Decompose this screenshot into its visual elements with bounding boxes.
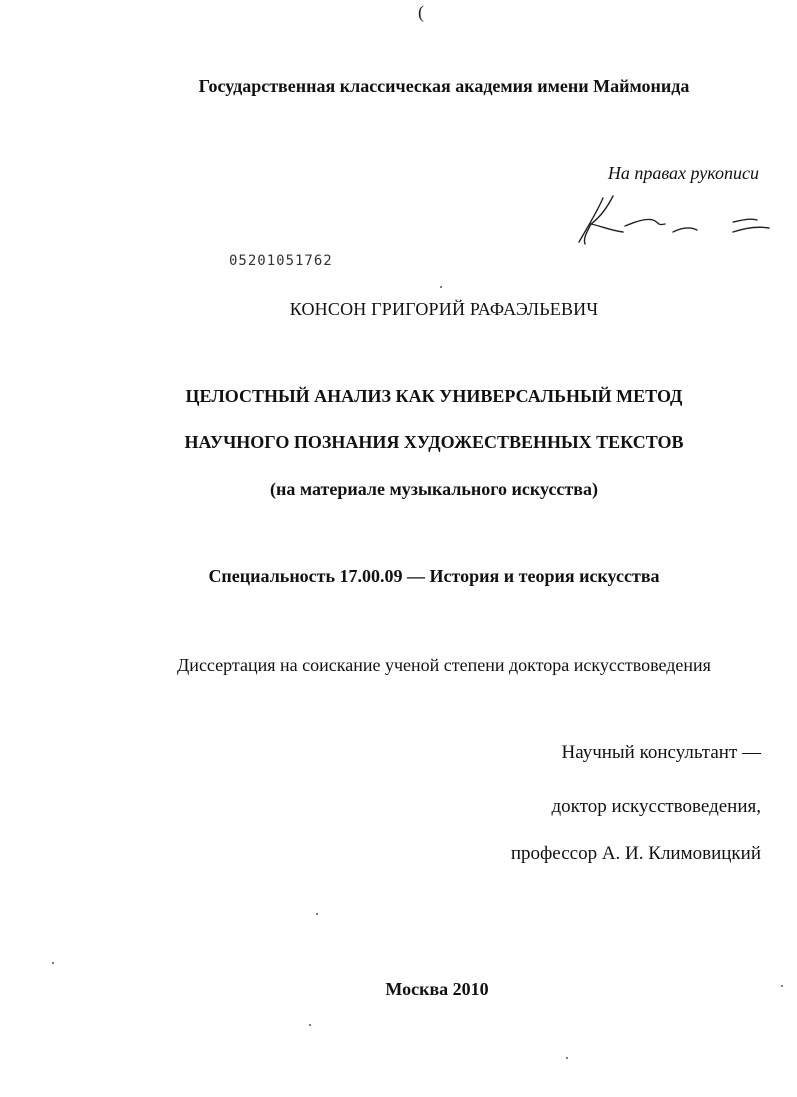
manuscript-note: На правах рукописи: [607, 163, 759, 183]
scan-speck: [566, 1057, 568, 1059]
author-name: КОНСОН ГРИГОРИЙ РАФАЭЛЬЕВИЧ: [289, 299, 599, 319]
place-year: Москва 2010: [385, 979, 489, 999]
scan-speck: [781, 985, 783, 987]
advisor-name: профессор А. И. Климовицкий: [510, 843, 761, 864]
specialty: Специальность 17.00.09 — История и теория искусства: [208, 566, 660, 586]
advisor-role: Научный консультант —: [561, 742, 761, 763]
scan-speck: [309, 1024, 311, 1026]
advisor-degree: доктор искусствоведения,: [551, 796, 761, 817]
scan-speck: [440, 286, 442, 288]
title-line-3: (на материале музыкального искусства): [270, 479, 598, 499]
title-line-1: ЦЕЛОСТНЫЙ АНАЛИЗ КАК УНИВЕРСАЛЬНЫЙ МЕТОД: [185, 386, 683, 406]
scan-mark: (: [418, 2, 424, 22]
archive-code: 05201051762: [229, 253, 333, 269]
scan-speck: [316, 913, 318, 915]
dissertation-note: Диссертация на соискание ученой степени доктора искусствоведения: [177, 655, 711, 675]
institution-name: Государственная классическая академия имени Маймонида: [198, 76, 690, 96]
title-line-2: НАУЧНОГО ПОЗНАНИЯ ХУДОЖЕСТВЕННЫХ ТЕКСТОВ: [184, 432, 684, 452]
signature-icon: [573, 192, 773, 257]
scan-speck: [52, 962, 54, 964]
